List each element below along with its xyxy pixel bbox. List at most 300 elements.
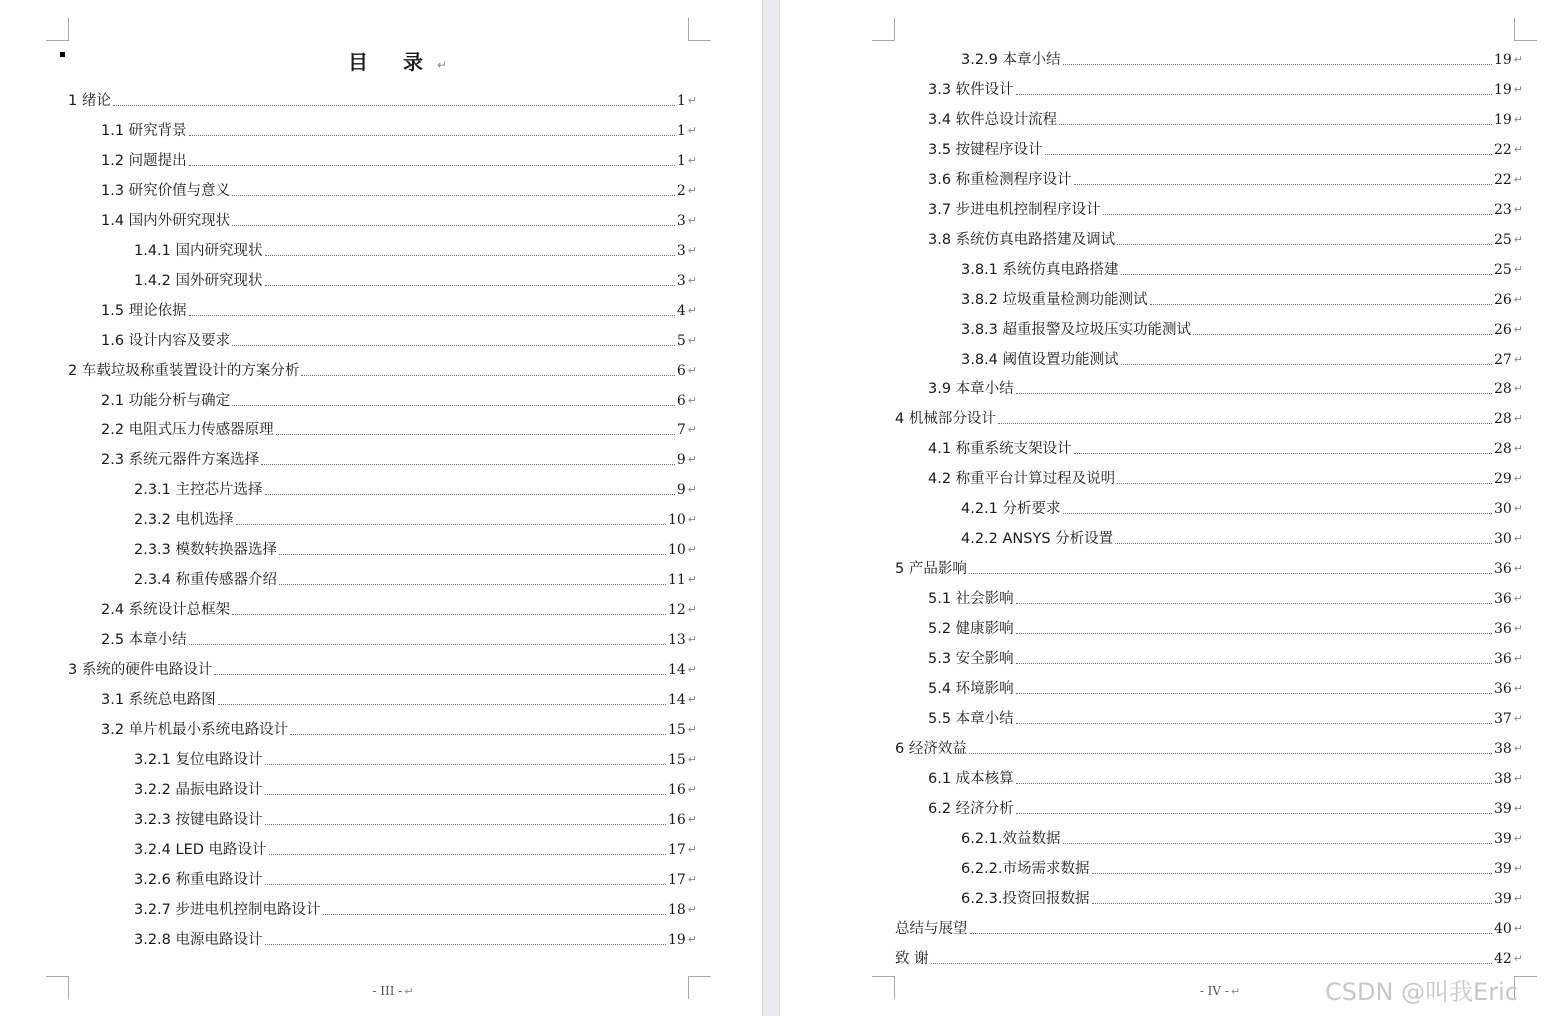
toc-page-number: 5 [676,332,686,349]
toc-entry[interactable] [961,528,1523,550]
toc-entry-text: 3.4 软件总设计流程 [928,111,1058,128]
paragraph-mark-icon: ↵ [687,543,697,557]
toc-entry-text: 5.5 本章小结 [928,710,1014,727]
toc-entry-text: 3.1 系统总电路图 [101,692,216,708]
toc-dot-leader [232,225,675,226]
paragraph-mark-icon: ↵ [687,842,697,856]
paragraph-mark-icon: ↵ [687,752,697,766]
paragraph-mark-icon: ↵ [1513,502,1523,516]
toc-page-number: 6 [676,392,686,409]
toc-dot-leader [269,854,666,855]
toc-page-number: 1 [676,152,686,169]
toc-entry-text: 6.2 经济分析 [928,800,1014,817]
toc-page-number: 39 [1493,890,1512,907]
toc-dot-leader [1016,393,1492,394]
toc-entry[interactable] [134,869,697,891]
toc-entry-text: 1.4.2 国外研究现状 [134,272,263,289]
document-page-left [0,0,762,1016]
paragraph-mark-icon: ↵ [1513,53,1523,66]
toc-entry[interactable] [961,289,1523,311]
toc-entry[interactable] [68,90,697,112]
toc-dot-leader [1063,64,1492,65]
toc-dot-leader [1150,304,1492,305]
toc-entry-text: 3.5 按键程序设计 [928,141,1043,158]
toc-page-number: 12 [667,602,686,619]
toc-entry[interactable] [928,199,1523,221]
toc-dot-leader [1045,154,1492,155]
paragraph-mark-icon: ↵ [1513,382,1523,396]
paragraph-mark-icon: ↵ [1513,172,1523,186]
toc-entry[interactable] [928,438,1523,460]
toc-dot-leader [1016,813,1492,814]
toc-page-number: 9 [676,482,686,499]
toc-entry-text: 2.1 功能分析与确定 [101,392,231,409]
toc-page-number: 28 [1493,381,1512,398]
toc-entry[interactable] [134,809,697,831]
toc-page-number: 39 [1493,830,1512,847]
paragraph-mark-icon: ↵ [687,303,697,317]
toc-entry[interactable] [961,828,1523,850]
toc-entry[interactable] [101,180,697,202]
toc-entry[interactable] [68,360,697,382]
toc-entry-text: 1.4 国内外研究现状 [101,212,231,229]
toc-entry[interactable] [928,378,1523,400]
toc-entry-text: 6.2.1.效益数据 [961,830,1061,847]
toc-entry-text: 3.9 本章小结 [928,381,1014,398]
toc-entry-text: 3.2.3 按键电路设计 [134,811,263,828]
toc-entry-text: 1 绪论 [68,93,111,109]
margin-corner-bottom-right [688,976,711,999]
toc-entry-text: 1.5 理论依据 [101,302,187,319]
toc-page-number: 6 [676,362,686,379]
toc-entry-text: 2.2 电阻式压力传感器原理 [101,422,274,439]
toc-entry-text: 1.2 问题提出 [101,152,187,169]
toc-entry-text: 6.2.2.市场需求数据 [961,860,1090,877]
paragraph-mark-icon: ↵ [1513,891,1523,905]
toc-entry-text: 2.3.2 电机选择 [134,512,234,529]
toc-dot-leader [1092,873,1492,874]
toc-page-number: 36 [1493,680,1512,697]
toc-dot-leader [279,554,666,555]
toc-entry-text: 6 经济效益 [895,740,967,757]
toc-entry[interactable] [101,150,697,172]
toc-page-number: 4 [676,302,686,319]
toc-entry[interactable] [928,768,1523,790]
toc-entry[interactable] [134,929,697,951]
toc-entry-text: 3.8.1 系统仿真电路搭建 [961,261,1119,278]
toc-entry[interactable] [928,588,1523,610]
toc-entry-text: 3.8 系统仿真电路搭建及调试 [928,231,1116,248]
paragraph-mark-icon: ↵ [687,183,697,197]
toc-page-number: 40 [1493,920,1512,937]
toc-entry-text: 总结与展望 [895,920,968,937]
toc-entry[interactable] [895,918,1523,940]
toc-entry[interactable] [928,229,1523,251]
toc-entry[interactable] [961,858,1523,880]
paragraph-mark-icon: ↵ [1513,292,1523,306]
paragraph-mark-icon: ↵ [1513,412,1523,426]
paragraph-mark-icon: ↵ [1513,442,1523,456]
toc-entry[interactable] [134,479,697,501]
toc-dot-leader [1074,184,1492,185]
toc-page-number: 11 [667,572,686,589]
toc-entry-text: 3.2.4 LED 电路设计 [134,841,267,858]
toc-dot-leader [1016,663,1492,664]
toc-entry[interactable] [961,49,1523,71]
paragraph-mark-icon: ↵ [687,872,697,886]
toc-dot-leader [1016,723,1492,724]
toc-page-number: 36 [1493,621,1512,638]
toc-entry-text: 6.2.3.投资回报数据 [961,890,1090,907]
paragraph-mark-icon: ↵ [687,94,697,107]
toc-dot-leader [1103,214,1492,215]
page-footer-left [353,984,433,998]
toc-dot-leader [189,315,675,316]
toc-page-number: 22 [1493,171,1512,188]
page-footer-right [1180,984,1260,998]
toc-title-text: 目 录 [348,50,437,74]
toc-page-number: 17 [667,841,686,858]
toc-page-number: 36 [1493,591,1512,608]
paragraph-mark-icon: ↵ [1513,831,1523,845]
paragraph-bullet-mark [60,52,65,57]
toc-entry[interactable] [928,618,1523,640]
toc-entry-text: 2.3.1 主控芯片选择 [134,482,263,499]
toc-dot-leader [189,165,675,166]
toc-page-number: 22 [1493,141,1512,158]
toc-entry-text: 3.8.4 阈值设置功能测试 [961,351,1119,368]
toc-page-number: 13 [667,632,686,649]
paragraph-mark-icon: ↵ [687,932,697,946]
toc-entry[interactable] [101,719,697,741]
toc-dot-leader [1063,843,1492,844]
toc-page-number: 30 [1493,531,1512,548]
toc-dot-leader [1121,364,1492,365]
paragraph-mark-icon: ↵ [687,243,697,257]
toc-page-number: 26 [1493,291,1512,308]
toc-dot-leader [301,375,675,376]
paragraph-mark-icon: ↵ [687,123,697,137]
toc-dot-leader [1117,483,1492,484]
toc-dot-leader [214,674,666,675]
toc-entry-text: 3.2.2 晶振电路设计 [134,781,263,798]
toc-entry[interactable] [961,349,1523,371]
toc-entry[interactable] [895,558,1523,580]
toc-entry[interactable] [928,109,1523,131]
toc-page-number: 26 [1493,321,1512,338]
toc-entry[interactable] [134,509,697,531]
toc-entry-text: 4 机械部分设计 [895,411,996,428]
toc-entry[interactable] [68,659,697,681]
toc-entry[interactable] [961,888,1523,910]
toc-page-number: 27 [1493,351,1512,368]
toc-entry-text: 2.3 系统元器件方案选择 [101,452,260,469]
paragraph-mark-icon: ↵ [1513,681,1523,695]
paragraph-mark-icon: ↵ [1513,592,1523,606]
paragraph-mark-icon: ↵ [1513,352,1523,366]
toc-page-number: 10 [667,542,686,559]
toc-entry[interactable] [895,408,1523,430]
toc-page-number: 39 [1493,800,1512,817]
paragraph-mark-icon: ↵ [1513,532,1523,546]
toc-dot-leader [1115,543,1492,544]
paragraph-mark-icon: ↵ [1513,921,1523,935]
margin-corner-bottom-left [872,976,895,999]
toc-entry-text: 3.6 称重检测程序设计 [928,171,1072,188]
paragraph-mark-icon: ↵ [1513,562,1523,576]
toc-dot-leader [290,734,666,735]
paragraph-mark-icon: ↵ [1513,322,1523,336]
toc-entry-text: 3.8.2 垃圾重量检测功能测试 [961,291,1148,308]
toc-page-number: 30 [1493,501,1512,518]
toc-dot-leader [1117,244,1492,245]
paragraph-mark-icon: ↵ [1513,711,1523,725]
toc-entry[interactable] [928,648,1523,670]
paragraph-mark-icon: ↵ [687,423,697,437]
paragraph-mark-icon: ↵ [687,363,697,377]
toc-dot-leader [265,794,666,795]
toc-page-number: 14 [667,692,686,708]
toc-entry[interactable] [101,210,697,232]
toc-entry[interactable] [101,599,697,621]
toc-entry[interactable] [928,798,1523,820]
toc-dot-leader [1059,124,1492,125]
toc-dot-leader [1121,274,1492,275]
toc-dot-leader [265,494,675,495]
toc-entry[interactable] [134,270,697,292]
toc-page-number: 28 [1493,411,1512,428]
toc-entry[interactable] [928,468,1523,490]
toc-entry[interactable] [101,300,697,322]
toc-dot-leader [1193,334,1492,335]
toc-entry[interactable] [101,689,697,711]
paragraph-mark-icon: ↵ [687,603,697,617]
page-number-footer: - III - [372,984,403,998]
toc-dot-leader [232,345,675,346]
page-number-footer: - IV - [1199,984,1229,998]
toc-entry[interactable] [101,120,697,142]
toc-entry[interactable] [101,449,697,471]
toc-page-number: 3 [676,272,686,289]
toc-entry[interactable] [101,419,697,441]
toc-page-number: 38 [1493,740,1512,757]
toc-entry-text: 2.5 本章小结 [101,632,187,649]
toc-entry-text: 3.8.3 超重报警及垃圾压实功能测试 [961,321,1192,338]
toc-entry-text: 6.1 成本核算 [928,770,1014,787]
toc-entry[interactable] [895,738,1523,760]
paragraph-mark-icon: ↵ [1513,202,1523,216]
paragraph-mark-icon: ↵ [1513,771,1523,785]
margin-corner-bottom-left [46,976,69,999]
paragraph-mark-icon: ↵ [1513,232,1523,246]
paragraph-mark-icon: ↵ [1513,622,1523,636]
toc-entry[interactable] [928,139,1523,161]
toc-page-number: 19 [1493,52,1512,68]
margin-corner-top-right [688,18,711,41]
toc-entry-text: 3.2.8 电源电路设计 [134,931,263,948]
toc-entry-text: 1.6 设计内容及要求 [101,332,231,349]
toc-dot-leader [323,914,666,915]
paragraph-mark-icon: ↵ [436,58,448,72]
toc-page-number: 9 [676,452,686,469]
toc-entry-text: 3 系统的硬件电路设计 [68,662,213,679]
paragraph-mark-icon: ↵ [1513,112,1523,126]
toc-entry[interactable] [134,779,697,801]
toc-page-number: 23 [1493,201,1512,218]
paragraph-mark-icon: ↵ [1513,262,1523,276]
toc-dot-leader [1074,453,1492,454]
paragraph-mark-icon: ↵ [687,812,697,826]
toc-dot-leader [1016,693,1492,694]
toc-dot-leader [931,963,1492,964]
toc-entry-text: 3.2 单片机最小系统电路设计 [101,721,289,738]
toc-entry[interactable] [895,948,1523,970]
toc-dot-leader [998,423,1492,424]
toc-page-number: 39 [1493,860,1512,877]
toc-page-number: 15 [667,721,686,738]
paragraph-mark-icon: ↵ [687,393,697,407]
toc-page-number: 16 [667,811,686,828]
toc-page-number: 19 [1493,111,1512,128]
toc-dot-leader [232,405,675,406]
toc-entry-text: 4.2.1 分析要求 [961,501,1061,518]
toc-dot-leader [218,704,666,705]
toc-dot-leader [1016,94,1492,95]
toc-entry-text: 2.3.4 称重传感器介绍 [134,572,278,589]
paragraph-mark-icon: ↵ [1513,861,1523,875]
toc-dot-leader [265,255,675,256]
toc-page-number: 42 [1493,950,1512,967]
toc-entry[interactable] [961,498,1523,520]
document-page-right [780,0,1551,1016]
toc-page-number: 3 [676,212,686,229]
toc-entry-text: 2.4 系统设计总框架 [101,602,231,619]
toc-entry-text: 2 车载垃圾称重装置设计的方案分析 [68,362,300,379]
paragraph-mark-icon: ↵ [1230,985,1241,998]
toc-entry-text: 3.7 步进电机控制程序设计 [928,201,1101,218]
toc-dot-leader [970,933,1492,934]
toc-page-number: 1 [676,122,686,139]
toc-entry[interactable] [928,678,1523,700]
toc-dot-leader [969,753,1492,754]
toc-dot-leader [189,135,675,136]
toc-entry[interactable] [101,390,697,412]
toc-entry[interactable] [134,749,697,771]
toc-dot-leader [1063,513,1492,514]
paragraph-mark-icon: ↵ [1513,741,1523,755]
toc-entry-text: 5.4 环境影响 [928,680,1014,697]
toc-dot-leader [236,524,666,525]
toc-dot-leader [232,614,666,615]
toc-entry[interactable] [101,629,697,651]
toc-page-number: 37 [1493,710,1512,727]
paragraph-mark-icon: ↵ [1513,142,1523,156]
toc-page-number: 14 [667,662,686,679]
toc-page-number: 36 [1493,561,1512,578]
paragraph-mark-icon: ↵ [1513,472,1523,486]
toc-dot-leader [232,195,675,196]
paragraph-mark-icon: ↵ [1513,652,1523,665]
toc-page-number: 19 [667,931,686,948]
toc-entry-text: 5.1 社会影响 [928,591,1014,608]
paragraph-mark-icon: ↵ [687,453,697,467]
toc-entry[interactable] [134,569,697,591]
page-divider [762,0,780,1016]
toc-entry[interactable] [928,708,1523,730]
paragraph-mark-icon: ↵ [687,273,697,287]
toc-page-number: 18 [667,901,686,918]
toc-page-number: 29 [1493,471,1512,488]
toc-dot-leader [189,644,666,645]
paragraph-mark-icon: ↵ [1513,951,1523,965]
toc-entry-text: 2.3.3 模数转换器选择 [134,542,278,559]
toc-dot-leader [113,105,675,106]
paragraph-mark-icon: ↵ [1513,801,1523,815]
toc-page-number: 2 [676,182,686,199]
toc-entry-text: 4.2.2 ANSYS 分析设置 [961,531,1114,548]
toc-entry-text: 1.4.1 国内研究现状 [134,242,263,259]
margin-corner-top-left [46,18,69,41]
toc-dot-leader [1016,633,1492,634]
toc-entry[interactable] [961,319,1523,341]
toc-entry-text: 3.3 软件设计 [928,81,1014,98]
toc-page-number: 7 [676,422,686,439]
toc-entry[interactable] [101,330,697,352]
toc-title [348,46,447,75]
toc-entry-text: 3.2.7 步进电机控制电路设计 [134,901,321,918]
paragraph-mark-icon: ↵ [687,153,697,167]
toc-dot-leader [265,764,666,765]
toc-page-number: 1 [676,93,686,109]
toc-page-number: 3 [676,242,686,259]
margin-corner-top-right [1514,18,1537,41]
toc-dot-leader [265,285,675,286]
toc-dot-leader [265,884,666,885]
paragraph-mark-icon: ↵ [687,573,697,587]
toc-entry[interactable] [134,240,697,262]
paragraph-mark-icon: ↵ [687,213,697,227]
toc-entry[interactable] [134,839,697,861]
toc-page-number: 15 [667,751,686,768]
paragraph-mark-icon: ↵ [1513,82,1523,96]
toc-entry-text: 5.2 健康影响 [928,621,1014,638]
toc-entry[interactable] [928,169,1523,191]
toc-dot-leader [265,824,666,825]
paragraph-mark-icon: ↵ [687,902,697,916]
toc-dot-leader [265,944,666,945]
toc-entry-text: 3.2.6 称重电路设计 [134,871,263,888]
toc-dot-leader [1016,603,1492,604]
margin-corner-top-left [872,18,895,41]
toc-entry-text: 5.3 安全影响 [928,651,1014,667]
paragraph-mark-icon: ↵ [687,782,697,796]
paragraph-mark-icon: ↵ [687,513,697,527]
toc-entry[interactable] [134,899,697,921]
toc-page-number: 17 [667,871,686,888]
toc-page-number: 25 [1493,231,1512,248]
paragraph-mark-icon: ↵ [687,333,697,347]
watermark: CSDN @叫我Eric [1325,978,1518,1006]
toc-entry[interactable] [961,259,1523,281]
paragraph-mark-icon: ↵ [687,483,697,497]
toc-page-number: 10 [667,512,686,529]
toc-entry[interactable] [134,539,697,561]
toc-entry[interactable] [928,79,1523,101]
toc-entry-text: 致 谢 [895,950,929,967]
paragraph-mark-icon: ↵ [687,693,697,706]
toc-page-number: 25 [1493,261,1512,278]
toc-entry-text: 3.2.9 本章小结 [961,52,1061,68]
